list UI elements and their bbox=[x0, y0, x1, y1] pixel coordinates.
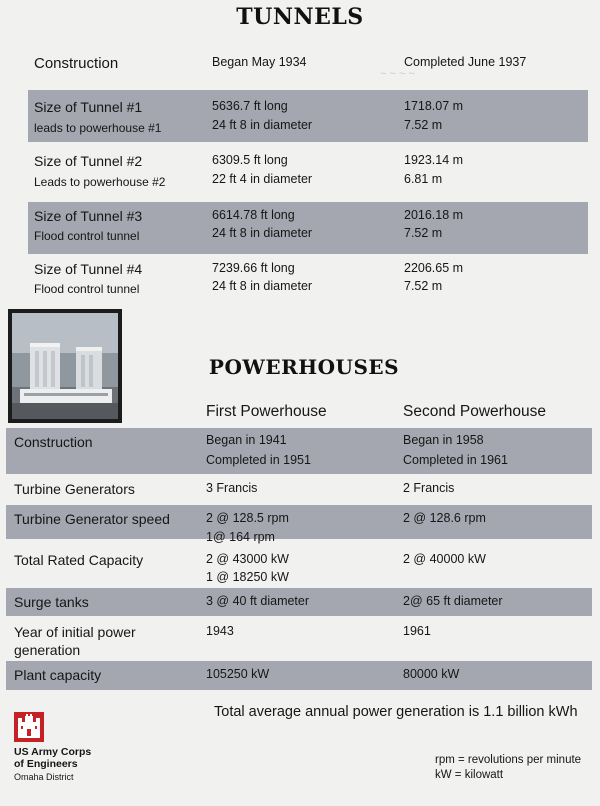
ph-row-label: Construction bbox=[14, 434, 93, 450]
ph-second-value: 2@ 65 ft diameter bbox=[403, 594, 503, 608]
tunnel-name: Size of Tunnel #2 bbox=[34, 153, 143, 169]
bleed-text: ~ ~ ~ ~ bbox=[380, 68, 415, 80]
ph-first-value: 1943 bbox=[206, 624, 234, 638]
tunnel-diameter-m: 7.52 m bbox=[404, 226, 443, 240]
tunnel-diameter-ft: 24 ft 8 in diameter bbox=[212, 118, 313, 132]
ph-second-value: Completed in 1961 bbox=[403, 453, 508, 467]
ph-first-value: 105250 kW bbox=[206, 667, 270, 681]
ph-row-label: Turbine Generators bbox=[14, 481, 135, 497]
ph-first-value: Began in 1941 bbox=[206, 433, 287, 447]
tunnel-diameter-m: 7.52 m bbox=[404, 118, 443, 132]
tunnel-length-m: 1718.07 m bbox=[404, 99, 464, 113]
tunnel-length-ft: 6614.78 ft long bbox=[212, 208, 295, 222]
ph-first-value: Completed in 1951 bbox=[206, 453, 311, 467]
col-header-second: Second Powerhouse bbox=[403, 403, 547, 420]
ph-construction-band bbox=[6, 428, 592, 474]
ph-first-value: 3 @ 40 ft diameter bbox=[206, 594, 310, 608]
logo-line-1: US Army Corps bbox=[14, 746, 92, 758]
tunnel-length-ft: 7239.66 ft long bbox=[212, 261, 295, 275]
ph-row-label: Turbine Generator speed bbox=[14, 511, 170, 527]
ph-row-label: Total Rated Capacity bbox=[14, 552, 144, 568]
annual-generation-summary: Total average annual power generation is 1.1 billion kWh bbox=[214, 704, 578, 720]
logo-line-2: of Engineers bbox=[14, 758, 78, 770]
usace-logo-text bbox=[14, 746, 91, 770]
tunnel-diameter-ft: 22 ft 4 in diameter bbox=[212, 172, 313, 186]
ph-first-value: 1@ 164 rpm bbox=[206, 530, 275, 544]
ph-row-label: Year of initial power bbox=[14, 624, 136, 640]
castle-icon bbox=[14, 712, 44, 742]
ph-second-value: 2 Francis bbox=[403, 481, 455, 495]
tunnel-desc: leads to powerhouse #1 bbox=[34, 121, 162, 135]
tunnels-construction-began: Began May 1934 bbox=[212, 55, 307, 69]
legend-kw: kW = kilowatt bbox=[435, 769, 504, 781]
ph-first-value: 2 @ 43000 kW bbox=[206, 552, 289, 566]
tunnels-title: TUNNELS bbox=[236, 4, 364, 30]
powerhouses-title: POWERHOUSES bbox=[208, 355, 400, 379]
tunnel-name: Size of Tunnel #4 bbox=[34, 261, 143, 277]
tunnel-length-ft: 6309.5 ft long bbox=[212, 153, 288, 167]
ph-first-value: 3 Francis bbox=[206, 481, 258, 495]
tunnel-diameter-ft: 24 ft 8 in diameter bbox=[212, 226, 313, 240]
ph-row-label: Surge tanks bbox=[14, 594, 89, 610]
usace-castle-logo bbox=[14, 712, 74, 744]
tunnel-desc: Leads to powerhouse #2 bbox=[34, 175, 166, 189]
ph-row-label: Plant capacity bbox=[14, 667, 102, 683]
tunnels-construction-label: Construction bbox=[34, 55, 119, 72]
tunnels-construction-completed: Completed June 1937 bbox=[404, 55, 527, 69]
tunnel-length-m: 2206.65 m bbox=[404, 261, 464, 275]
tunnel-length-m: 1923.14 m bbox=[404, 153, 464, 167]
ph-first-value: 2 @ 128.5 rpm bbox=[206, 511, 289, 525]
tunnel-diameter-m: 6.81 m bbox=[404, 172, 443, 186]
tunnel-diameter-ft: 24 ft 8 in diameter bbox=[212, 279, 313, 293]
ph-second-value: 2 @ 128.6 rpm bbox=[403, 511, 486, 525]
ph-second-value: 2 @ 40000 kW bbox=[403, 552, 486, 566]
tunnel-length-m: 2016.18 m bbox=[404, 208, 464, 222]
ph-row-label-line2: generation bbox=[14, 642, 81, 658]
ph-second-value: 80000 kW bbox=[403, 667, 460, 681]
logo-district: Omaha District bbox=[14, 772, 74, 782]
ph-second-value: 1961 bbox=[403, 624, 431, 638]
tunnel-diameter-m: 7.52 m bbox=[404, 279, 443, 293]
legend-rpm: rpm = revolutions per minute bbox=[435, 754, 582, 766]
tunnel-length-ft: 5636.7 ft long bbox=[212, 99, 288, 113]
tunnel-desc: Flood control tunnel bbox=[34, 229, 140, 243]
ph-first-value: 1 @ 18250 kW bbox=[206, 570, 289, 584]
tunnel-name: Size of Tunnel #3 bbox=[34, 208, 143, 224]
tunnel-desc: Flood control tunnel bbox=[34, 282, 140, 296]
col-header-first: First Powerhouse bbox=[206, 403, 327, 420]
tunnel-name: Size of Tunnel #1 bbox=[34, 99, 143, 115]
ph-second-value: Began in 1958 bbox=[403, 433, 484, 447]
